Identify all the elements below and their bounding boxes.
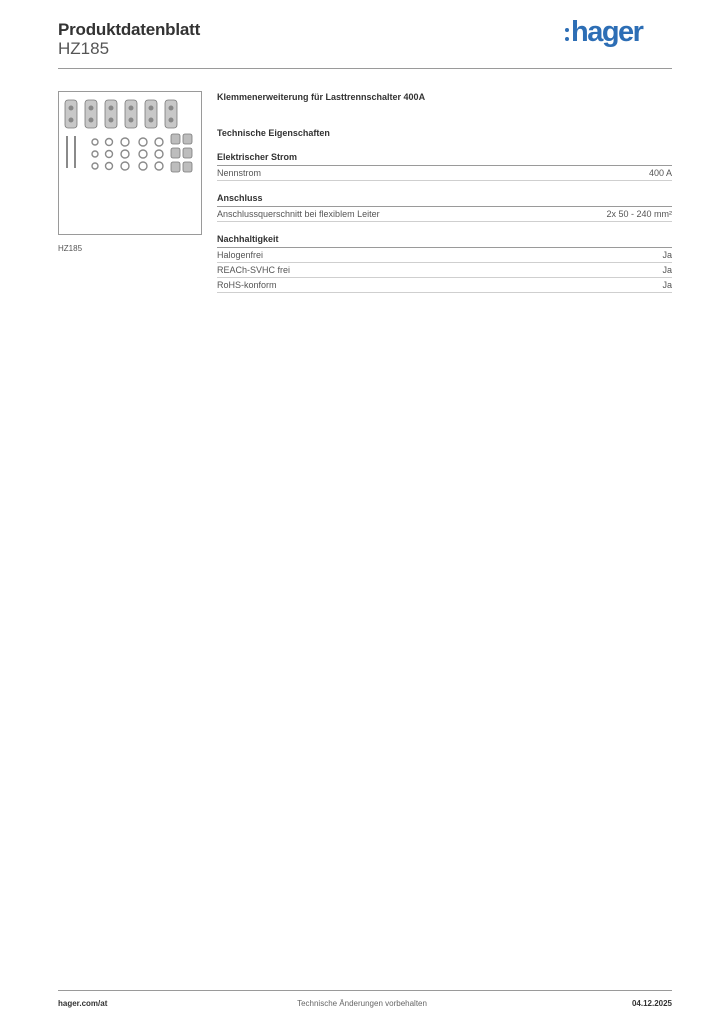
page-title: Produktdatenblatt bbox=[58, 20, 201, 39]
footer-divider bbox=[58, 990, 672, 991]
footer-notice: Technische Änderungen vorbehalten bbox=[297, 999, 427, 1008]
section-title: Elektrischer Strom bbox=[217, 152, 672, 166]
spec-label: REACh-SVHC frei bbox=[217, 265, 291, 275]
spec-label: RoHS-konform bbox=[217, 280, 277, 290]
spec-row bbox=[217, 278, 672, 293]
product-image bbox=[58, 91, 202, 235]
footer-website-link[interactable]: hager.com/at bbox=[58, 999, 108, 1008]
article-number: HZ185 bbox=[58, 39, 110, 58]
logo-text: hager bbox=[571, 15, 643, 48]
spec-label: Nennstrom bbox=[217, 168, 262, 178]
logo-dots-icon bbox=[565, 28, 569, 41]
spec-content bbox=[217, 92, 672, 293]
product-name: Klemmenerweiterung für Lasttrennschalter 400A bbox=[217, 92, 426, 102]
spec-value: Ja bbox=[662, 280, 672, 290]
image-caption: HZ185 bbox=[58, 244, 83, 253]
spec-row bbox=[217, 248, 672, 263]
spec-row bbox=[217, 207, 672, 222]
spec-value: 2x 50 - 240 mm² bbox=[606, 209, 672, 219]
section-connection bbox=[217, 193, 672, 222]
terminal-kit-photo-icon bbox=[59, 92, 201, 234]
spec-label: Halogenfrei bbox=[217, 250, 264, 260]
spec-value: Ja bbox=[662, 265, 672, 275]
section-title: Nachhaltigkeit bbox=[217, 234, 672, 248]
spec-row bbox=[217, 166, 672, 181]
section-electric-current bbox=[217, 152, 672, 181]
section-sustainability bbox=[217, 234, 672, 293]
spec-value: 400 A bbox=[648, 168, 672, 178]
spec-row bbox=[217, 263, 672, 278]
section-title: Anschluss bbox=[217, 193, 672, 207]
spec-value: Ja bbox=[662, 250, 672, 260]
header-divider bbox=[58, 68, 672, 69]
hager-logo bbox=[565, 14, 642, 50]
spec-label: Anschlussquerschnitt bei flexiblem Leiter bbox=[217, 209, 380, 219]
footer-date: 04.12.2025 bbox=[631, 999, 672, 1008]
tech-properties-heading: Technische Eigenschaften bbox=[217, 128, 330, 138]
